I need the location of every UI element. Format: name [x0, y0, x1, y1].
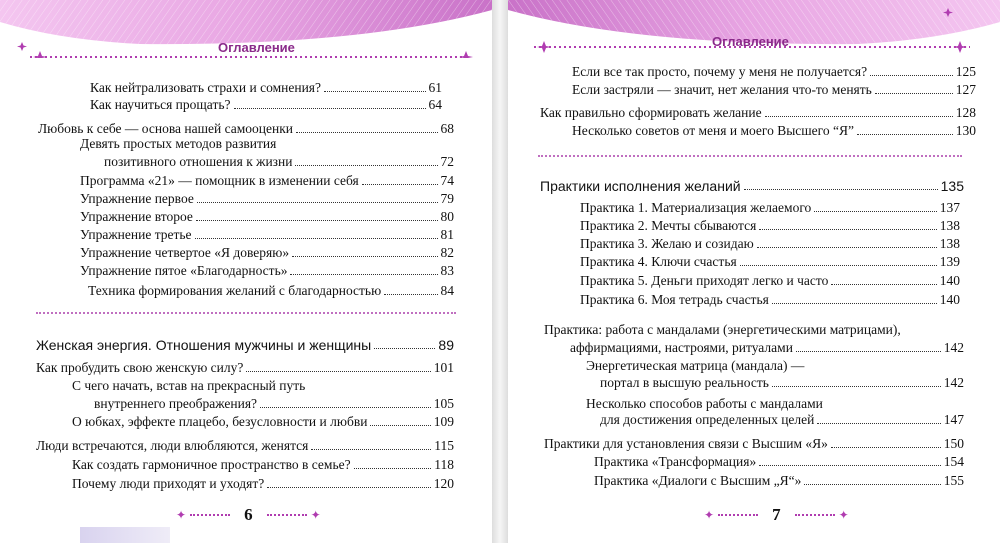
- dot-leader: [875, 93, 953, 94]
- toc-section-heading[interactable]: Женская энергия. Отношения мужчины и женщины 89: [36, 337, 454, 353]
- star-icon: ✦: [176, 507, 187, 522]
- dot-leader: [772, 386, 941, 387]
- dot-ornament: [190, 514, 230, 516]
- toc-entry[interactable]: Практика 1. Материализация желаемого 137: [580, 200, 960, 215]
- toc-entry-line1: Практика: работа с мандалами (энергетическими матрицами),: [544, 322, 901, 337]
- toc-entry[interactable]: Упражнение первое 79: [80, 191, 454, 206]
- toc-entry[interactable]: Упражнение пятое «Благодарность» 83: [80, 263, 454, 278]
- toc-entry[interactable]: аффирмациями, настроями, ритуалами 142: [570, 340, 964, 355]
- dot-leader: [759, 465, 941, 466]
- toc-entry[interactable]: Практика 4. Ключи счастья 139: [580, 254, 960, 269]
- toc-entry[interactable]: Почему люди приходят и уходят? 120: [72, 476, 454, 491]
- toc-entry[interactable]: Если все так просто, почему у меня не получается? 125: [572, 64, 976, 79]
- toc-entry[interactable]: Как правильно сформировать желание 128: [540, 105, 976, 120]
- dot-leader: [267, 487, 430, 488]
- book-gutter: [492, 0, 508, 543]
- dot-leader: [804, 484, 940, 485]
- page-number: 6: [244, 505, 253, 524]
- toc-entry[interactable]: Практика 3. Желаю и созидаю 138: [580, 236, 960, 251]
- dot-leader: [197, 202, 438, 203]
- toc-entry[interactable]: Практика 5. Деньги приходят легко и часто 140: [580, 273, 960, 288]
- toc-entry[interactable]: для достижения определенных целей 147: [600, 412, 964, 427]
- toc-entry[interactable]: Упражнение второе 80: [80, 209, 454, 224]
- toc-entry[interactable]: Упражнение третье 81: [80, 227, 454, 242]
- right-page-footer: [704, 505, 849, 525]
- left-page: [0, 0, 492, 543]
- dot-leader: [246, 371, 430, 372]
- toc-section-heading[interactable]: Практики исполнения желаний 135: [540, 178, 964, 194]
- right-page: [508, 0, 1000, 543]
- dot-leader: [772, 303, 937, 304]
- toc-entry[interactable]: Если застряли — значит, нет желания что-то менять 127: [572, 82, 976, 97]
- toc-entry[interactable]: Практика «Диалоги с Высшим „Я“» 155: [594, 473, 964, 488]
- dot-ornament: [795, 514, 835, 516]
- toc-entry[interactable]: Программа «21» — помощник в изменении себя 74: [80, 173, 454, 188]
- toc-entry[interactable]: Как научиться прощать? 64: [90, 97, 442, 112]
- toc-entry[interactable]: Как нейтрализовать страхи и сомнения? 61: [90, 80, 442, 95]
- toc-entry-line1: Несколько способов работы с мандалами: [586, 396, 823, 411]
- star-icon: ✦: [704, 507, 715, 522]
- toc-entry[interactable]: позитивного отношения к жизни 72: [104, 154, 454, 169]
- dot-leader: [814, 211, 936, 212]
- toc-entry[interactable]: О юбках, эффекте плацебо, безусловности и любви 109: [72, 414, 454, 429]
- section-divider: [36, 312, 456, 314]
- dot-leader: [296, 132, 437, 133]
- toc-entry[interactable]: Как создать гармоничное пространство в семье? 118: [72, 457, 454, 472]
- dot-leader: [260, 407, 431, 408]
- scan-edge-mark: [80, 527, 170, 543]
- dot-leader: [765, 116, 953, 117]
- toc-entry[interactable]: Техника формирования желаний с благодарностью 84: [88, 283, 454, 298]
- dot-leader: [740, 265, 937, 266]
- dot-leader: [870, 75, 953, 76]
- dot-leader: [744, 189, 938, 190]
- dot-leader: [759, 229, 936, 230]
- toc-entry[interactable]: Практика «Трансформация» 154: [594, 454, 964, 469]
- star-icon: ✦: [310, 507, 321, 522]
- dot-ornament: [718, 514, 758, 516]
- dot-leader: [374, 348, 435, 349]
- dot-leader: [857, 134, 953, 135]
- dot-leader: [370, 425, 430, 426]
- dot-leader: [354, 468, 432, 469]
- toc-entry[interactable]: Несколько советов от меня и моего Высшего “Я” 130: [572, 123, 976, 138]
- dot-leader: [295, 165, 437, 166]
- dot-ornament: [267, 514, 307, 516]
- right-header-banner: [508, 0, 1000, 58]
- dot-leader: [831, 447, 941, 448]
- right-header-title: Оглавление: [712, 34, 789, 49]
- toc-entry[interactable]: внутреннего преображения? 105: [94, 396, 454, 411]
- toc-entry[interactable]: портал в высшую реальность 142: [600, 375, 964, 390]
- left-page-footer: [176, 505, 321, 525]
- page-number: 7: [772, 505, 781, 524]
- section-divider: [538, 155, 962, 157]
- toc-entry[interactable]: Как пробудить свою женскую силу? 101: [36, 360, 454, 375]
- toc-entry-line1: Энергетическая матрица (мандала) —: [586, 358, 805, 373]
- dot-leader: [757, 247, 937, 248]
- dot-leader: [796, 351, 941, 352]
- dot-leader: [290, 274, 437, 275]
- toc-entry[interactable]: Практика 2. Мечты сбываются 138: [580, 218, 960, 233]
- toc-entry[interactable]: Упражнение четвертое «Я доверяю» 82: [80, 245, 454, 260]
- dot-leader: [362, 184, 438, 185]
- dot-leader: [196, 220, 438, 221]
- dot-leader: [234, 108, 426, 109]
- toc-entry[interactable]: Практика 6. Моя тетрадь счастья 140: [580, 292, 960, 307]
- dot-leader: [195, 238, 438, 239]
- toc-entry[interactable]: Любовь к себе — основа нашей самооценки 68: [38, 121, 454, 136]
- toc-entry-line1: С чего начать, встав на прекрасный путь: [72, 378, 306, 393]
- toc-entry[interactable]: Люди встречаются, люди влюбляются, женятся 115: [36, 438, 454, 453]
- dot-leader: [817, 423, 940, 424]
- dot-leader: [384, 294, 437, 295]
- left-header-title: Оглавление: [218, 40, 295, 55]
- toc-entry[interactable]: Практики для установления связи с Высшим «Я» 150: [544, 436, 964, 451]
- dot-leader: [324, 91, 426, 92]
- dot-leader: [311, 449, 431, 450]
- toc-entry-line1: Девять простых методов развития: [80, 136, 277, 151]
- dot-leader: [292, 256, 437, 257]
- dot-leader: [831, 284, 936, 285]
- star-icon: ✦: [838, 507, 849, 522]
